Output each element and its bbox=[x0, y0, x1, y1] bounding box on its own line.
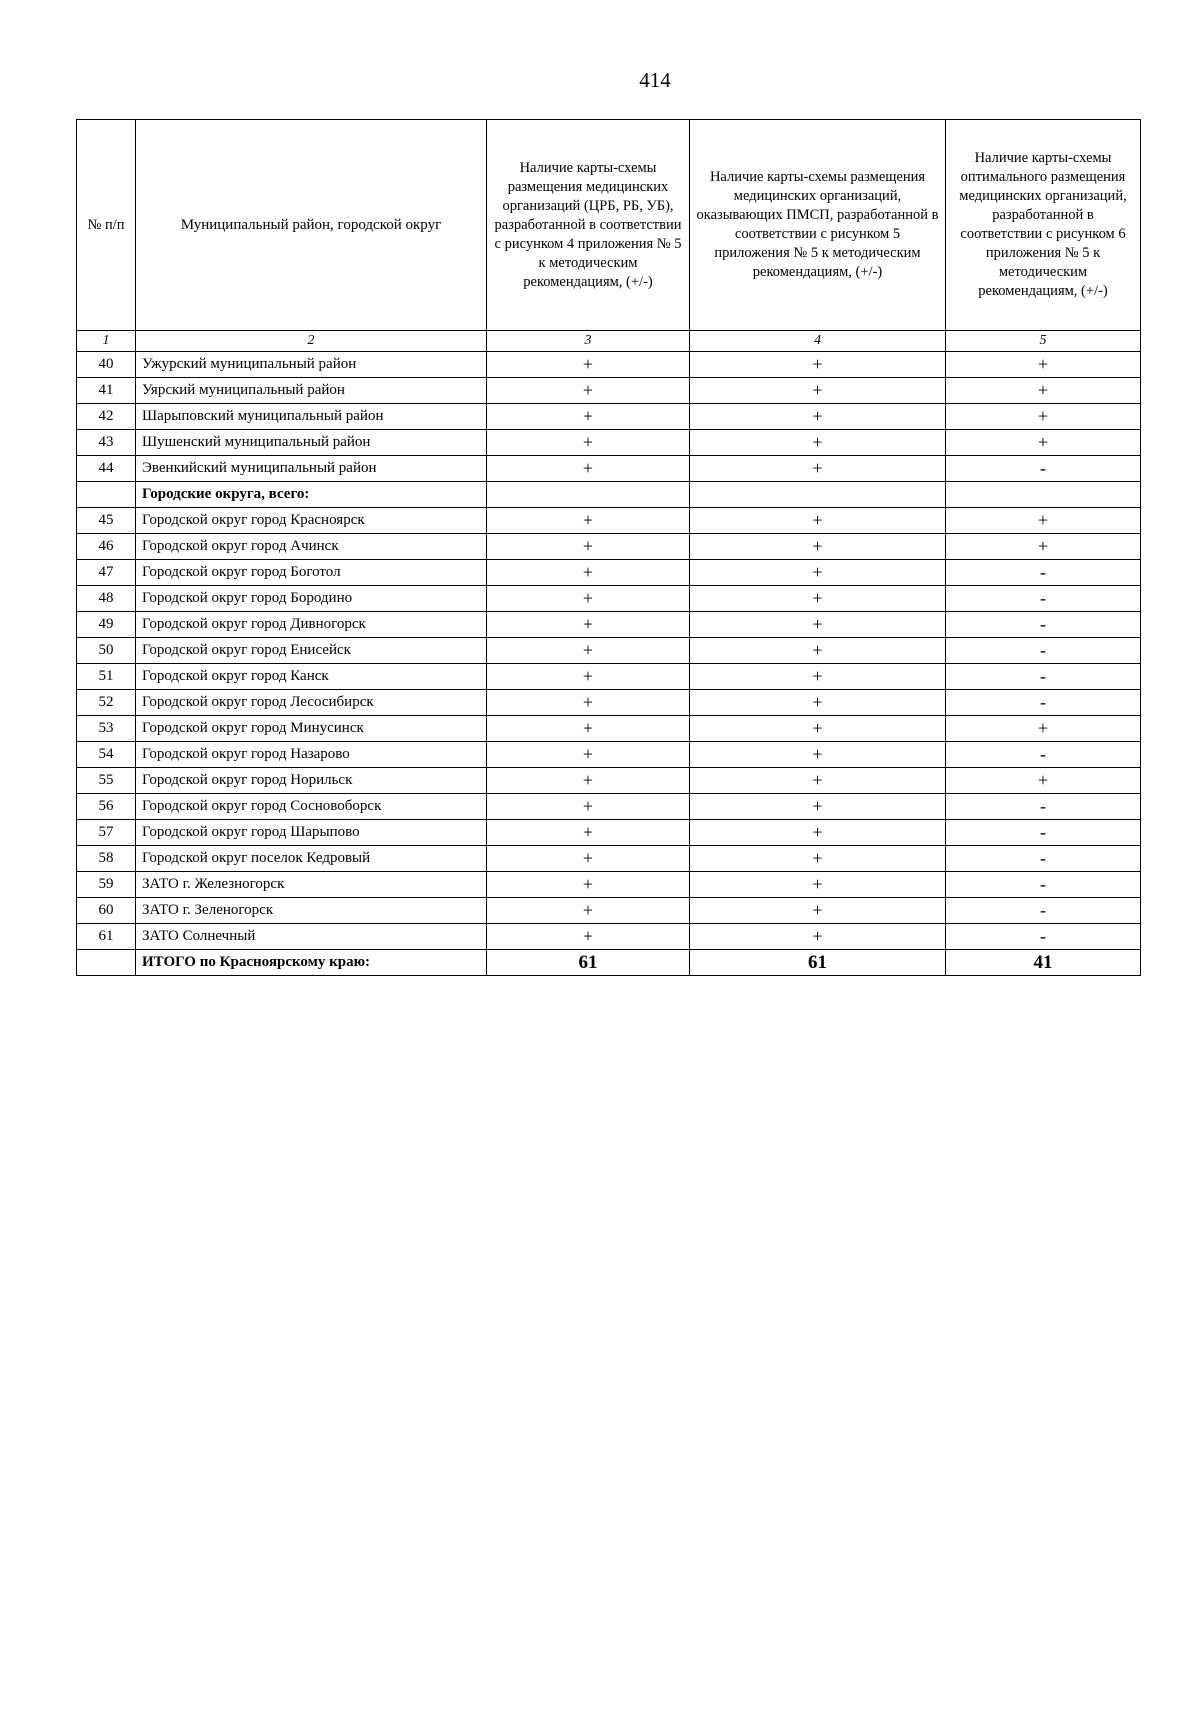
row-name: ЗАТО Солнечный bbox=[136, 924, 487, 950]
row-col5: - bbox=[946, 690, 1141, 716]
table-row bbox=[77, 560, 1141, 586]
row-col4: + bbox=[690, 924, 946, 950]
row-col4: + bbox=[690, 456, 946, 482]
row-name: ЗАТО г. Зеленогорск bbox=[136, 898, 487, 924]
row-col3: + bbox=[487, 690, 690, 716]
table-row bbox=[77, 404, 1141, 430]
row-col4: + bbox=[690, 768, 946, 794]
row-col4: + bbox=[690, 716, 946, 742]
row-col3: + bbox=[487, 430, 690, 456]
row-name: Городской округ город Назарово bbox=[136, 742, 487, 768]
row-col4: + bbox=[690, 820, 946, 846]
row-name: Городской округ город Красноярск bbox=[136, 508, 487, 534]
row-number: 57 bbox=[77, 820, 136, 846]
row-col5: - bbox=[946, 924, 1141, 950]
row-name: Шарыповский муниципальный район bbox=[136, 404, 487, 430]
row-name: Городской округ город Ачинск bbox=[136, 534, 487, 560]
row-name: Городской округ поселок Кедровый bbox=[136, 846, 487, 872]
row-col5: - bbox=[946, 638, 1141, 664]
row-col4: + bbox=[690, 638, 946, 664]
group-header-row bbox=[77, 482, 1141, 508]
row-col3 bbox=[487, 482, 690, 508]
row-col4: + bbox=[690, 404, 946, 430]
header-col5: Наличие карты-схемы оптимального размещения медицинских организаций, разработанной в соответствии с рисунком 6 приложения № 5 к методическим рекомендациям, (+/-) bbox=[946, 120, 1141, 331]
row-col5: - bbox=[946, 742, 1141, 768]
row-number: 53 bbox=[77, 716, 136, 742]
row-col4: + bbox=[690, 664, 946, 690]
row-number: 46 bbox=[77, 534, 136, 560]
header-col3: Наличие карты-схемы размещения медицинских организаций (ЦРБ, РБ, УБ), разработанной в соответствии с рисунком 4 приложения № 5 к методическим рекомендациям, (+/-) bbox=[487, 120, 690, 331]
row-col3: + bbox=[487, 664, 690, 690]
table-row bbox=[77, 742, 1141, 768]
row-col5: - bbox=[946, 820, 1141, 846]
row-col3: + bbox=[487, 352, 690, 378]
total-col5: 41 bbox=[946, 950, 1141, 976]
row-col3: + bbox=[487, 872, 690, 898]
row-col5: - bbox=[946, 664, 1141, 690]
row-col3: + bbox=[487, 612, 690, 638]
row-col3: + bbox=[487, 924, 690, 950]
row-col5 bbox=[946, 482, 1141, 508]
row-name: Городской округ город Норильск bbox=[136, 768, 487, 794]
row-number bbox=[77, 482, 136, 508]
total-num-cell bbox=[77, 950, 136, 976]
row-name: Городской округ город Шарыпово bbox=[136, 820, 487, 846]
column-index: 4 bbox=[690, 331, 946, 352]
table-row bbox=[77, 768, 1141, 794]
row-col4: + bbox=[690, 794, 946, 820]
row-col5: - bbox=[946, 586, 1141, 612]
column-index: 2 bbox=[136, 331, 487, 352]
row-col4: + bbox=[690, 872, 946, 898]
row-number: 58 bbox=[77, 846, 136, 872]
row-name: Городские округа, всего: bbox=[136, 482, 487, 508]
row-col5: - bbox=[946, 560, 1141, 586]
table-row bbox=[77, 898, 1141, 924]
row-col4: + bbox=[690, 560, 946, 586]
row-col3: + bbox=[487, 404, 690, 430]
row-col5: + bbox=[946, 716, 1141, 742]
row-number: 56 bbox=[77, 794, 136, 820]
row-col3: + bbox=[487, 820, 690, 846]
row-col3: + bbox=[487, 378, 690, 404]
table-row bbox=[77, 664, 1141, 690]
row-col4: + bbox=[690, 690, 946, 716]
row-number: 61 bbox=[77, 924, 136, 950]
row-col4: + bbox=[690, 534, 946, 560]
header-col4: Наличие карты-схемы размещения медицинских организаций, оказывающих ПМСП, разработанной в соответствии с рисунком 5 приложения № 5 к методическим рекомендациям, (+/-) bbox=[690, 120, 946, 331]
column-index: 1 bbox=[77, 331, 136, 352]
row-name: ЗАТО г. Железногорск bbox=[136, 872, 487, 898]
row-col4: + bbox=[690, 586, 946, 612]
total-row bbox=[77, 950, 1141, 976]
row-col5: + bbox=[946, 430, 1141, 456]
row-col5: + bbox=[946, 378, 1141, 404]
row-col3: + bbox=[487, 586, 690, 612]
row-col5: + bbox=[946, 768, 1141, 794]
row-col3: + bbox=[487, 534, 690, 560]
row-name: Городской округ город Лесосибирск bbox=[136, 690, 487, 716]
row-number: 44 bbox=[77, 456, 136, 482]
row-name: Городской округ город Сосновоборск bbox=[136, 794, 487, 820]
table-row bbox=[77, 612, 1141, 638]
row-col5: + bbox=[946, 534, 1141, 560]
row-col4: + bbox=[690, 378, 946, 404]
table-row bbox=[77, 456, 1141, 482]
column-index-row bbox=[77, 331, 1141, 352]
total-label: ИТОГО по Красноярскому краю: bbox=[136, 950, 487, 976]
row-number: 50 bbox=[77, 638, 136, 664]
row-col3: + bbox=[487, 742, 690, 768]
row-name: Уярский муниципальный район bbox=[136, 378, 487, 404]
row-col5: - bbox=[946, 872, 1141, 898]
table-row bbox=[77, 794, 1141, 820]
table-row bbox=[77, 586, 1141, 612]
row-col4: + bbox=[690, 898, 946, 924]
row-number: 52 bbox=[77, 690, 136, 716]
row-col5: + bbox=[946, 508, 1141, 534]
row-col4: + bbox=[690, 430, 946, 456]
header-name: Муниципальный район, городской округ bbox=[136, 120, 487, 331]
table-row bbox=[77, 534, 1141, 560]
row-col5: + bbox=[946, 404, 1141, 430]
row-name: Ужурский муниципальный район bbox=[136, 352, 487, 378]
row-number: 41 bbox=[77, 378, 136, 404]
row-number: 43 bbox=[77, 430, 136, 456]
table-row bbox=[77, 352, 1141, 378]
row-number: 49 bbox=[77, 612, 136, 638]
row-col3: + bbox=[487, 898, 690, 924]
row-col3: + bbox=[487, 716, 690, 742]
header-row bbox=[77, 120, 1141, 331]
row-number: 51 bbox=[77, 664, 136, 690]
row-col3: + bbox=[487, 846, 690, 872]
row-name: Эвенкийский муниципальный район bbox=[136, 456, 487, 482]
row-number: 45 bbox=[77, 508, 136, 534]
table-row bbox=[77, 430, 1141, 456]
row-number: 42 bbox=[77, 404, 136, 430]
row-name: Городской округ город Боготол bbox=[136, 560, 487, 586]
row-col5: + bbox=[946, 352, 1141, 378]
table-row bbox=[77, 378, 1141, 404]
row-col5: - bbox=[946, 612, 1141, 638]
row-number: 60 bbox=[77, 898, 136, 924]
header-num: № п/п bbox=[77, 120, 136, 331]
row-col4 bbox=[690, 482, 946, 508]
table-row bbox=[77, 924, 1141, 950]
row-number: 48 bbox=[77, 586, 136, 612]
table-row bbox=[77, 716, 1141, 742]
row-col4: + bbox=[690, 846, 946, 872]
row-number: 40 bbox=[77, 352, 136, 378]
row-number: 55 bbox=[77, 768, 136, 794]
data-table bbox=[76, 119, 1141, 976]
row-name: Городской округ город Бородино bbox=[136, 586, 487, 612]
table-body bbox=[77, 352, 1141, 950]
row-col4: + bbox=[690, 352, 946, 378]
total-col4: 61 bbox=[690, 950, 946, 976]
row-col5: - bbox=[946, 898, 1141, 924]
row-number: 47 bbox=[77, 560, 136, 586]
row-name: Городской округ город Минусинск bbox=[136, 716, 487, 742]
table-row bbox=[77, 820, 1141, 846]
row-number: 59 bbox=[77, 872, 136, 898]
column-index: 3 bbox=[487, 331, 690, 352]
row-col3: + bbox=[487, 508, 690, 534]
row-col5: - bbox=[946, 794, 1141, 820]
column-index: 5 bbox=[946, 331, 1141, 352]
row-number: 54 bbox=[77, 742, 136, 768]
row-col3: + bbox=[487, 560, 690, 586]
row-col4: + bbox=[690, 508, 946, 534]
row-col3: + bbox=[487, 794, 690, 820]
row-name: Шушенский муниципальный район bbox=[136, 430, 487, 456]
table-row bbox=[77, 846, 1141, 872]
table-row bbox=[77, 872, 1141, 898]
row-col5: - bbox=[946, 456, 1141, 482]
row-col4: + bbox=[690, 612, 946, 638]
row-col3: + bbox=[487, 456, 690, 482]
page-number: 414 bbox=[639, 68, 671, 92]
row-name: Городской округ город Канск bbox=[136, 664, 487, 690]
table-row bbox=[77, 508, 1141, 534]
row-col3: + bbox=[487, 638, 690, 664]
row-name: Городской округ город Енисейск bbox=[136, 638, 487, 664]
row-name: Городской округ город Дивногорск bbox=[136, 612, 487, 638]
row-col4: + bbox=[690, 742, 946, 768]
table-row bbox=[77, 638, 1141, 664]
total-col3: 61 bbox=[487, 950, 690, 976]
table-row bbox=[77, 690, 1141, 716]
row-col5: - bbox=[946, 846, 1141, 872]
row-col3: + bbox=[487, 768, 690, 794]
